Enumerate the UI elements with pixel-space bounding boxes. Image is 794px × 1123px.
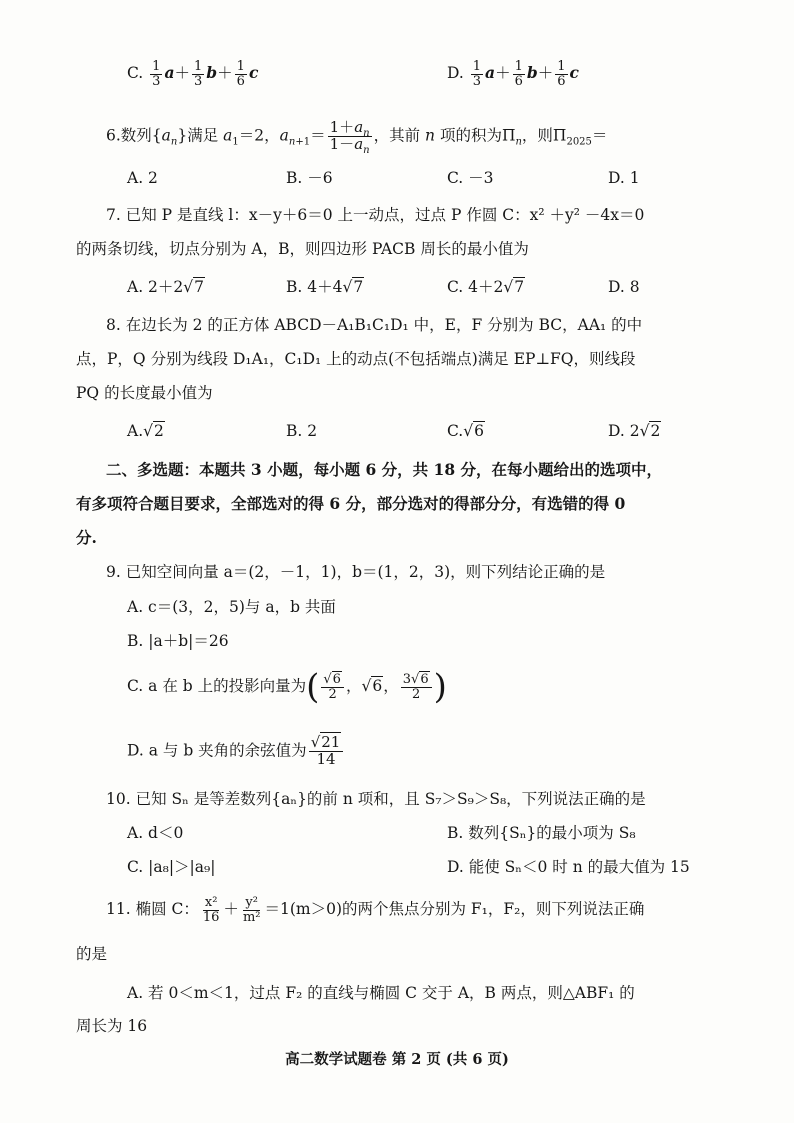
q9-option-d: D. a 与 b 夹角的余弦值为 $\frac{√21}{14}$ — [127, 735, 345, 768]
q10-option-c: C. |a₈|＞|a₉| — [127, 858, 216, 876]
q8-option-c: C.√6 — [447, 422, 484, 440]
frac: $\frac{√21}{14}$ — [309, 735, 344, 768]
q9-option-a: A. c＝(3，2，5)与 a，b 共面 — [127, 598, 336, 616]
q10-option-d: D. 能使 Sₙ＜0 时 n 的最大值为 15 — [447, 858, 690, 876]
frac: $\frac{1}{3}$ — [472, 59, 482, 89]
recurrence-frac: $\frac{1+a_n}{1-a_n}$ — [329, 118, 370, 156]
q8-line-3: PQ 的长度最小值为 — [76, 384, 213, 402]
q6-option-b: B. －6 — [286, 169, 333, 187]
frac: $\frac{√6}{2}$ — [321, 673, 344, 701]
q7-option-c: C. 4＋2√7 — [447, 278, 525, 296]
frac: $\frac{1}{3}$ — [152, 59, 161, 89]
q11-line-2: 的是 — [76, 945, 108, 963]
q5-option-d: D. $\frac{1}{3}$ a＋ $\frac{1}{6}$ b＋ $\frac{1}{6}$ c — [447, 59, 579, 89]
frac: $\frac{1}{6}$ — [236, 59, 245, 89]
q11-option-a-line-2: 周长为 16 — [76, 1017, 148, 1035]
q9-stem: 9. 已知空间向量 a＝(2，－1，1)，b＝(1，2，3)，则下列结论正确的是 — [106, 563, 606, 581]
section2-line-3: 分. — [76, 528, 97, 547]
q7-line-2: 的两条切线，切点分别为 A，B，则四边形 PACB 周长的最小值为 — [76, 240, 529, 258]
q6-option-d: D. 1 — [608, 169, 640, 187]
frac: $\frac{1}{6}$ — [514, 59, 523, 89]
q7-option-d: D. 8 — [608, 278, 640, 296]
frac: $\frac{\text{y²}}{\text{m²}}$ — [242, 895, 261, 925]
q5-option-c-label: C. — [127, 64, 144, 83]
q6-stem: 6.数列$\{a_n\}$满足 $a_1=2$，$a_{n+1}=$ $\frac{1+a_n}{1-a_n}$ ，其前 n 项的积为$\Pi_n$，则$\Pi_{2025}=$ — [106, 118, 608, 156]
q11-option-a-line-1: A. 若 0＜m＜1，过点 F₂ 的直线与椭圆 C 交于 A，B 两点，则△ABF₁ 的 — [127, 984, 635, 1002]
q5-option-c: C. $\frac{1}{3}$ a＋ $\frac{1}{3}$ b＋ $\frac{1}{6}$ c — [127, 59, 259, 89]
q5-option-d-label: D. — [447, 64, 464, 83]
frac: $\frac{3√6}{2}$ — [401, 673, 432, 701]
frac: $\frac{1}{3}$ — [194, 59, 203, 89]
q8-option-b: B. 2 — [286, 422, 318, 440]
section2-line-1: 二、多选题：本题共 3 小题，每小题 6 分，共 18 分，在每小题给出的选项中， — [106, 460, 663, 479]
frac: $\frac{1}{6}$ — [557, 59, 566, 89]
q10-option-a: A. d＜0 — [127, 824, 184, 842]
q10-stem: 10. 已知 Sₙ 是等差数列{aₙ}的前 n 项和，且 S₇＞S₉＞S₈，下列说法正确的是 — [106, 790, 646, 808]
q9-option-c: C. a 在 b 上的投影向量为( $\frac{√6}{2}$ ，√6， $\frac{3√6}{2}$ ) — [127, 667, 447, 707]
q7-option-b: B. 4＋4√7 — [286, 278, 364, 296]
q8-option-a: A.√2 — [127, 422, 164, 440]
section2-line-2: 有多项符合题目要求，全部选对的得 6 分，部分选对的得部分分，有选错的得 0 — [76, 494, 626, 513]
q6-option-c: C. －3 — [447, 169, 494, 187]
q7-option-a: A. 2＋2√7 — [127, 278, 205, 296]
q9-option-b: B. |a＋b|＝26 — [127, 632, 229, 650]
q8-option-d: D. 2√2 — [608, 422, 661, 440]
q8-line-2: 点，P，Q 分别为线段 D₁A₁，C₁D₁ 上的动点(不包括端点)满足 EP⊥FQ，则线段 — [76, 350, 636, 368]
page-footer: 高二数学试题卷 第 2 页 (共 6 页) — [285, 1051, 509, 1068]
q8-line-1: 8. 在边长为 2 的正方体 ABCD－A₁B₁C₁D₁ 中，E，F 分别为 BC，AA₁ 的中 — [106, 316, 643, 334]
q10-option-b: B. 数列{Sₙ}的最小项为 S₈ — [447, 824, 636, 842]
q11-stem: 11. 椭圆 C： $\frac{\text{x²}}{16}$ ＋ $\frac{\text{y²}}{\text{m²}}$ ＝1(m＞0)的两个焦点分别为 F₁，F₂，则下列说法正确 — [106, 895, 645, 925]
frac: $\frac{\text{x²}}{16}$ — [202, 895, 220, 925]
q7-line-1: 7. 已知 P 是直线 l：x－y＋6＝0 上一动点，过点 P 作圆 C：x² ＋y² －4x＝0 — [106, 206, 645, 224]
q6-option-a: A. 2 — [127, 169, 158, 187]
